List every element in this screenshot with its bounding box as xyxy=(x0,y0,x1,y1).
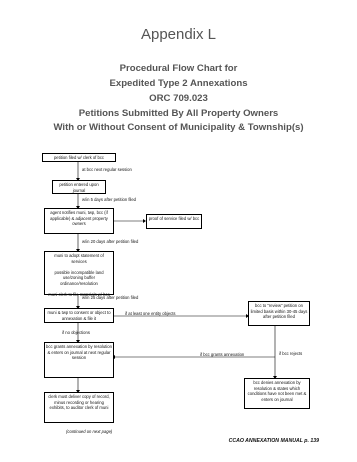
box-clerk-delivers: clerk must deliver copy of record, minus recording or hearing exhibits, to auditor clerk of muni xyxy=(44,392,114,423)
box-bcc-review: bcc to "review" petition on limited basis within 30-45 days after petition filed xyxy=(248,301,310,326)
label-no-objections: if no objections xyxy=(62,330,90,335)
label-within-20-days: w/in 20 days after petition filed xyxy=(82,239,139,244)
box-petition-filed: petition filed w/ clerk of bcc xyxy=(42,153,116,162)
label-next-session: at bcc next regular session xyxy=(82,167,132,172)
label-within-5-days: w/in 5 days after petition filed xyxy=(82,197,137,202)
label-bcc-grants: if bcc grants annexation xyxy=(200,352,245,357)
page-footer: CCAO ANNEXATION MANUAL p. 139 xyxy=(228,438,319,444)
heading-line-4: Petitions Submitted By All Property Owners xyxy=(78,108,279,119)
box-muni-statement: muni to adopt statement of services possible incompatible land use/zoning buffer ordinance/resolution muni clerk to file materials w/ bcc xyxy=(44,251,114,295)
heading-line-5: With or Without Consent of Municipality & Township(s) xyxy=(53,122,304,133)
box-bcc-denies: bcc denies annexation by resolution & states which conditions have not been met & enters on journal xyxy=(244,378,310,409)
label-bcc-rejects: if bcc rejects xyxy=(279,351,303,356)
appendix-title: Appendix L xyxy=(140,26,217,43)
continued-note: (continued on next page) xyxy=(66,429,113,434)
heading-line-3: ORC 709.023 xyxy=(149,93,208,104)
box-petition-entered: petition entered upon journal xyxy=(52,180,106,194)
label-within-25-days: w/in 25 days after petition filed xyxy=(82,295,139,300)
heading-line-1: Procedural Flow Chart for xyxy=(119,63,238,74)
box-bcc-grants: bcc grants annexation by resolution & enters on journal at next regular session xyxy=(44,342,114,378)
box-agent-notifies: agent notifies muni, twp, bcc (if applicable) & adjacent property owners xyxy=(44,208,114,234)
box-muni-twp-consent: muni & twp to consent or object to annexation & file it xyxy=(44,308,114,323)
label-if-objects: if at least one entity objects xyxy=(125,311,176,316)
heading-line-2: Expedited Type 2 Annexations xyxy=(109,78,248,89)
box-proof-of-service: proof of service filed w/ bcc xyxy=(146,214,202,229)
